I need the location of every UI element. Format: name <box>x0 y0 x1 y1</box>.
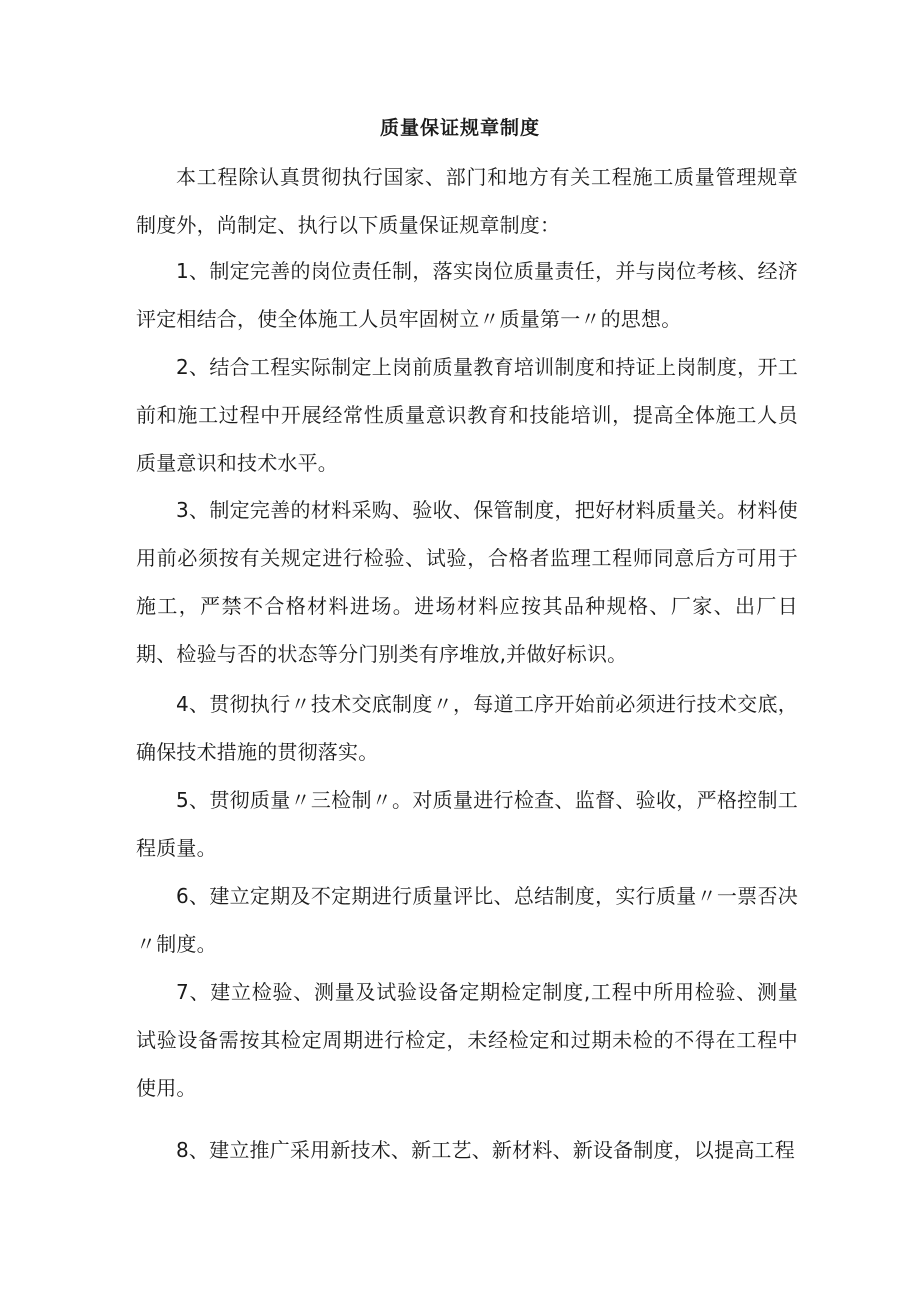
intro-paragraph: 本工程除认真贯彻执行国家、部门和地方有关工程施工质量管理规章制度外，尚制定、执行以下质量保证规章制度： <box>136 165 798 237</box>
item-paragraph-4: 4、贯彻执行〃技术交底制度〃，每道工序开始前必须进行技术交底，确保技术措施的贯彻落实。 <box>136 692 798 764</box>
item-paragraph-3: 3、制定完善的材料采购、验收、保管制度，把好材料质量关。材料使用前必须按有关规定进行检验、试验，合格者监理工程师同意后方可用于施工，严禁不合格材料进场。进场材料应按其品种规格、厂家、出厂日期、检验与否的状态等分门别类有序堆放,并做好标识。 <box>136 498 798 666</box>
document-title: 质量保证规章制度 <box>379 117 540 139</box>
item-paragraph-2: 2、结合工程实际制定上岗前质量教育培训制度和持证上岗制度，开工前和施工过程中开展经常性质量意识教育和技能培训，提高全体施工人员质量意识和技术水平。 <box>136 355 798 475</box>
item-paragraph-8: 8、建立推广采用新技术、新工艺、新材料、新设备制度，以提高工程 <box>176 1138 795 1162</box>
item-paragraph-5: 5、贯彻质量〃三检制〃。对质量进行检查、监督、验收，严格控制工程质量。 <box>136 788 798 860</box>
item-paragraph-7: 7、建立检验、测量及试验设备定期检定制度,工程中所用检验、测量试验设备需按其检定周期进行检定，未经检定和过期未检的不得在工程中使用。 <box>136 980 798 1100</box>
item-paragraph-6: 6、建立定期及不定期进行质量评比、总结制度，实行质量〃一票否决〃制度。 <box>136 884 798 956</box>
item-paragraph-1: 1、制定完善的岗位责任制，落实岗位质量责任，并与岗位考核、经济评定相结合，使全体施工人员牢固树立〃质量第一〃的思想。 <box>136 259 798 331</box>
